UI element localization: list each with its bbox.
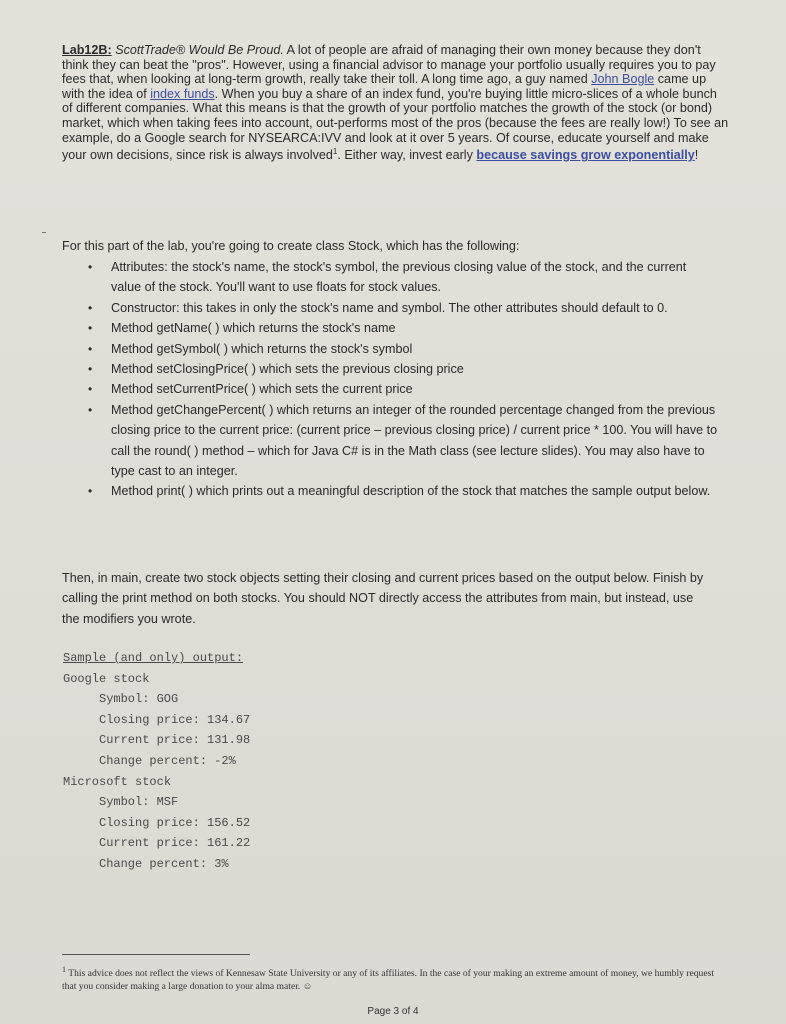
- list-item: • Constructor: this takes in only the stock's name and symbol. The other attributes should default to 0.: [88, 298, 718, 318]
- intro-text-1: A lot of people are afraid of managing their own money because they don't think they can beat the "pros". However, using a financial advisor to manage your portfolio usually requires you to pay fees that, when looking at long-term growth, really take their toll. A long time ago, a guy named: [62, 43, 716, 87]
- stock-closing-price: Closing price: 156.52: [99, 815, 251, 830]
- stock-symbol: Symbol: GOG: [99, 692, 179, 707]
- list-item: • Attributes: the stock's name, the stock's symbol, the previous closing value of the stock, and the current value of the stock. You'll want to use floats for stock values.: [88, 257, 718, 298]
- footnote-divider: [62, 954, 250, 955]
- page-number: Page 3 of 4: [367, 1006, 419, 1017]
- requirements-list: [88, 257, 718, 502]
- bullet-icon: •: [88, 321, 93, 336]
- part-intro: For this part of the lab, you're going to create class Stock, which has the following:: [62, 239, 520, 253]
- list-item: • Method getName( ) which returns the stock's name: [88, 318, 718, 338]
- sample-output-header: Sample (and only) output:: [63, 651, 244, 665]
- stock-change-percent: Change percent: -2%: [99, 753, 236, 768]
- intro-paragraph: [62, 43, 730, 163]
- list-item: • Method setClosingPrice( ) which sets the previous closing price: [88, 359, 718, 379]
- bullet-icon: •: [88, 382, 93, 397]
- footnote-text: This advice does not reflect the views of Kennesaw State University or any of its affiliates. In the case of your making an extreme amount of money, we humbly request that you consider making a large donation to your alma mater. ☺: [62, 968, 715, 993]
- intro-text-2: came up with the idea of: [62, 72, 707, 101]
- list-item: • Method setCurrentPrice( ) which sets the current price: [88, 379, 718, 399]
- bullet-icon: •: [88, 484, 93, 499]
- link-index-funds[interactable]: index funds: [150, 86, 215, 101]
- lab-label: Lab12B:: [62, 43, 112, 57]
- main-instructions: Then, in main, create two stock objects setting their closing and current prices based on the output below. Finish by calling the print method on both stocks. You should NOT directly access the attributes from main, but instead, use the modifiers you wrote.: [62, 571, 704, 626]
- sample-output-block: [63, 648, 463, 875]
- stock-change-percent: Change percent: 3%: [99, 856, 229, 871]
- stock-current-price: Current price: 161.22: [99, 836, 251, 851]
- footnote-number: 1: [62, 965, 66, 974]
- margin-mark: [42, 232, 46, 233]
- footnote-mark: 1: [332, 147, 338, 157]
- bullet-icon: •: [88, 341, 93, 356]
- stock-title: Google stock: [63, 671, 150, 686]
- stock-current-price: Current price: 131.98: [99, 733, 251, 748]
- list-item: • Method getChangePercent( ) which returns an integer of the rounded percentage changed from the previous closing price to the current price: (current price – previous closing price) / current price * 100. You will have to call the round( ) method – which for Java C# is in the Math class (see lecture slides). You may also have to type cast to an integer.: [88, 400, 718, 482]
- stock-symbol: Symbol: MSF: [99, 795, 179, 810]
- intro-text-4: . Either way, invest early: [337, 148, 477, 163]
- link-savings-grow[interactable]: because savings grow exponentially: [476, 148, 695, 163]
- footnote: [62, 963, 722, 993]
- bullet-icon: •: [88, 300, 93, 315]
- intro-text-5: !: [694, 148, 699, 163]
- link-john-bogle[interactable]: John Bogle: [591, 72, 655, 87]
- bullet-icon: •: [88, 362, 93, 377]
- stock-closing-price: Closing price: 134.67: [99, 712, 251, 727]
- bullet-icon: •: [88, 260, 93, 274]
- intro-text-3: . When you buy a share of an index fund, you're buying little micro-slices of a whole bunch of different companies. What this means is that the growth of your portfolio matches the growth of the stock (or bond) market, which when taking fees into account, out-performs most of the pros (because the fees are really low!) To see an example, do a Google search for NYSEARCA:IVV and look at it over 5 years. Of course, educate yourself and make your own decisions, since risk is always involved: [62, 86, 729, 163]
- bullet-icon: •: [88, 402, 93, 417]
- list-item: • Method print( ) which prints out a meaningful description of the stock that matches the sample output below.: [88, 481, 718, 501]
- brand-title: ScottTrade® Would Be Proud.: [115, 43, 284, 57]
- list-item: • Method getSymbol( ) which returns the stock's symbol: [88, 339, 718, 359]
- stock-title: Microsoft stock: [63, 774, 172, 789]
